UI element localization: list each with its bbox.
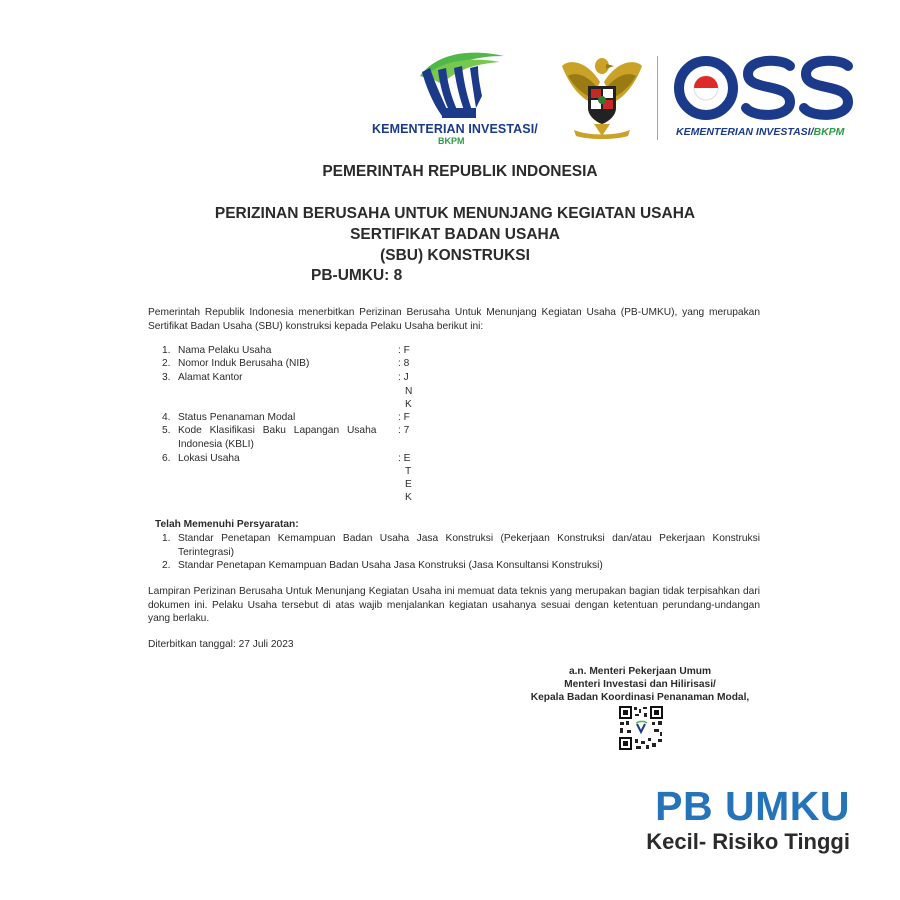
signature-line-2: Menteri Investasi dan Hilirisasi/ xyxy=(564,679,716,690)
requirement-item xyxy=(162,559,760,573)
garuda-emblem xyxy=(560,52,644,140)
item-value: : F xyxy=(398,345,410,356)
item-label-text: Kode Klasifikasi Baku Lapangan Usaha xyxy=(178,425,377,436)
oss-caption xyxy=(676,126,844,138)
requirement-number: 2. xyxy=(162,560,171,571)
item-value: : 8 xyxy=(398,358,410,369)
requirement-text: Standar Penetapan Kemampuan Badan Usaha Jasa Konstruksi (Jasa Konsultansi Konstruksi) xyxy=(178,560,603,571)
item-value-continuation: T xyxy=(405,466,412,477)
kementerian-text: KEMENTERIAN INVESTASI/ xyxy=(372,122,538,136)
item-value-continuation: E xyxy=(405,479,412,490)
item-value-continuation: N xyxy=(405,386,413,397)
kementerian-investasi-logo xyxy=(372,46,554,146)
item-label xyxy=(178,425,396,436)
logo-divider xyxy=(657,56,658,140)
item-number: 3. xyxy=(162,372,171,383)
closing-paragraph: Lampiran Perizinan Berusaha Untuk Menunjang Kegiatan Usaha ini memuat data teknis yang merupakan bagian tidak terpisahkan dari dokumen ini. Pelaku Usaha tersebut di atas wajib menjalankan kegiatan usahanya sesuai dengan ketentuan perundang-undangan yang berlaku. xyxy=(148,586,760,624)
requirement-number: 1. xyxy=(162,533,171,544)
item-number: 6. xyxy=(162,453,171,464)
item-value-continuation: K xyxy=(405,492,412,503)
issued-date: Diterbitkan tanggal: 27 Juli 2023 xyxy=(148,639,294,650)
item-number: 4. xyxy=(162,412,171,423)
kementerian-subtext: BKPM xyxy=(438,136,465,146)
item-label: Lokasi Usaha xyxy=(178,453,240,464)
oss-caption-accent: BKPM xyxy=(813,126,845,138)
item-number: 5. xyxy=(162,425,171,436)
oss-caption-main: KEMENTERIAN INVESTASI/ xyxy=(676,126,814,138)
item-value: : F xyxy=(398,412,410,423)
document-title-line-2: SERTIFIKAT BADAN USAHA xyxy=(350,226,560,243)
item-value: : 7 xyxy=(398,425,410,436)
item-label: Status Penanaman Modal xyxy=(178,412,296,423)
item-number: 2. xyxy=(162,358,171,369)
item-value-continuation: K xyxy=(405,399,412,410)
item-number: 1. xyxy=(162,345,171,356)
footer-title: PB UMKU xyxy=(655,783,850,829)
item-value: : E xyxy=(398,453,411,464)
document-title-line-3: (SBU) KONSTRUKSI xyxy=(380,247,530,264)
signature-line-3: Kepala Badan Koordinasi Penanaman Modal, xyxy=(530,692,750,703)
footer-subtitle: Kecil- Risiko Tinggi xyxy=(646,829,850,854)
qr-code xyxy=(618,705,664,751)
intro-paragraph: Pemerintah Republik Indonesia menerbitkan Perizinan Berusaha Untuk Menunjang Kegiatan Usaha (PB-UMKU), yang merupakan Sertifikat Badan Usaha (SBU) konstruksi kepada Pelaku Usaha berikut ini: xyxy=(148,307,760,332)
document-title-line-1: PERIZINAN BERUSAHA UNTUK MENUNJANG KEGIATAN USAHA xyxy=(214,205,696,222)
government-heading: PEMERINTAH REPUBLIK INDONESIA xyxy=(322,163,598,180)
requirement-item xyxy=(162,532,760,559)
requirement-text: Standar Penetapan Kemampuan Badan Usaha Jasa Konstruksi (Pekerjaan Konstruksi dan/atau Pekerjaan Konstruksi Terintegrasi) xyxy=(178,533,760,558)
item-value: : J xyxy=(398,372,409,383)
garuda-icon xyxy=(560,52,644,140)
kementerian-leaf-icon xyxy=(416,46,508,120)
item-label: Nomor Induk Berusaha (NIB) xyxy=(178,358,310,369)
oss-logo xyxy=(672,54,862,144)
item-label-continuation: Indonesia (KBLI) xyxy=(178,439,254,450)
item-label: Nama Pelaku Usaha xyxy=(178,345,272,356)
requirements-heading: Telah Memenuhi Persyaratan: xyxy=(155,519,299,530)
qr-code-icon xyxy=(618,705,664,751)
signature-line-1: a.n. Menteri Pekerjaan Umum xyxy=(568,666,712,677)
oss-wordmark-icon xyxy=(672,54,858,124)
item-label: Alamat Kantor xyxy=(178,372,243,383)
document-number: PB-UMKU: 8 xyxy=(311,267,403,284)
